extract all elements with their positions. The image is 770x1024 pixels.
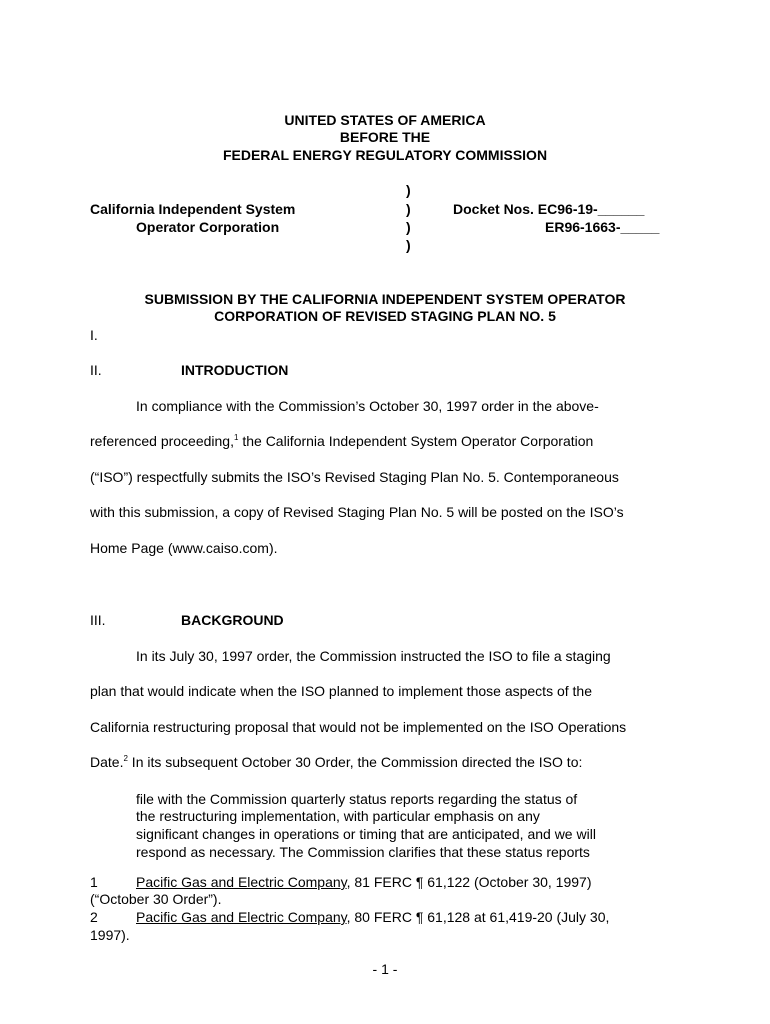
page-number: - 1 -	[372, 961, 398, 977]
intro-line-1: In compliance with the Commission’s October 30, 1997 order in the above-	[136, 398, 599, 414]
footnote-ref-2: 2	[123, 754, 128, 763]
intro-line-2	[90, 433, 593, 450]
footnote-1-text	[136, 874, 591, 891]
caption-docket-line-2: ER96-1663-_____	[545, 219, 660, 235]
section-2-heading: INTRODUCTION	[181, 362, 289, 378]
footnote-2-cite: , 80 FERC ¶ 61,128 at 61,419-20 (July 30,	[346, 909, 610, 925]
caption-party-line-2: Operator Corporation	[136, 219, 280, 235]
caption-docket-line-1: Docket Nos. EC96-19-______	[453, 201, 645, 217]
quote-line-3: significant changes in operations or timing that are anticipated, and we will	[136, 826, 596, 842]
header-line-3: FEDERAL ENERGY REGULATORY COMMISSION	[222, 147, 548, 163]
section-3-number: III.	[90, 612, 106, 628]
footnote-2-continuation: 1997).	[90, 927, 130, 943]
caption-paren-2: )	[406, 201, 411, 217]
background-line-3: California restructuring proposal that would not be implemented on the ISO Operations	[90, 719, 627, 735]
background-line-4-text: Date.	[90, 754, 124, 770]
section-2-number: II.	[90, 362, 102, 378]
intro-line-5: Home Page (www.caiso.com).	[90, 540, 278, 556]
footnote-2-number: 2	[90, 909, 98, 925]
section-3-heading: BACKGROUND	[181, 612, 284, 628]
intro-line-2-rest: the California Independent System Operator Corporation	[238, 433, 594, 449]
background-line-2: plan that would indicate when the ISO planned to implement those aspects of the	[90, 683, 592, 699]
caption-paren-3: )	[406, 219, 411, 235]
footnote-1-number: 1	[90, 874, 98, 890]
footnote-1-case: Pacific Gas and Electric Company	[136, 874, 347, 890]
header-line-1: UNITED STATES OF AMERICA	[284, 112, 486, 128]
header-line-2: BEFORE THE	[339, 129, 431, 145]
intro-line-2-text: referenced proceeding,	[90, 433, 234, 449]
quote-line-2: the restructuring implementation, with particular emphasis on any	[136, 808, 540, 824]
intro-line-4: with this submission, a copy of Revised Staging Plan No. 5 will be posted on the ISO’s	[90, 504, 624, 520]
quote-line-4: respond as necessary. The Commission clarifies that these status reports	[136, 844, 590, 860]
section-1-number: I.	[90, 327, 98, 343]
background-line-4	[90, 754, 582, 771]
quote-line-1: file with the Commission quarterly status reports regarding the status of	[136, 791, 578, 807]
footnote-1-cite: , 81 FERC ¶ 61,122 (October 30, 1997)	[346, 874, 592, 890]
caption-paren-1: )	[406, 182, 411, 198]
footnote-ref-1: 1	[234, 433, 239, 442]
footnote-2-case: Pacific Gas and Electric Company	[136, 909, 347, 925]
footnote-2-text	[136, 909, 609, 926]
background-line-4-rest: In its subsequent October 30 Order, the Commission directed the ISO to:	[127, 754, 583, 770]
title-line-1: SUBMISSION BY THE CALIFORNIA INDEPENDENT SYSTEM OPERATOR	[144, 291, 626, 307]
title-line-2: CORPORATION OF REVISED STAGING PLAN NO. 5	[214, 308, 556, 324]
footnote-1-continuation: (“October 30 Order”).	[90, 891, 222, 907]
background-line-1: In its July 30, 1997 order, the Commission instructed the ISO to file a staging	[136, 648, 611, 664]
caption-party-line-1: California Independent System	[90, 201, 296, 217]
caption-paren-4: )	[406, 237, 411, 253]
intro-line-3: (“ISO”) respectfully submits the ISO’s Revised Staging Plan No. 5. Contemporaneous	[90, 469, 619, 485]
